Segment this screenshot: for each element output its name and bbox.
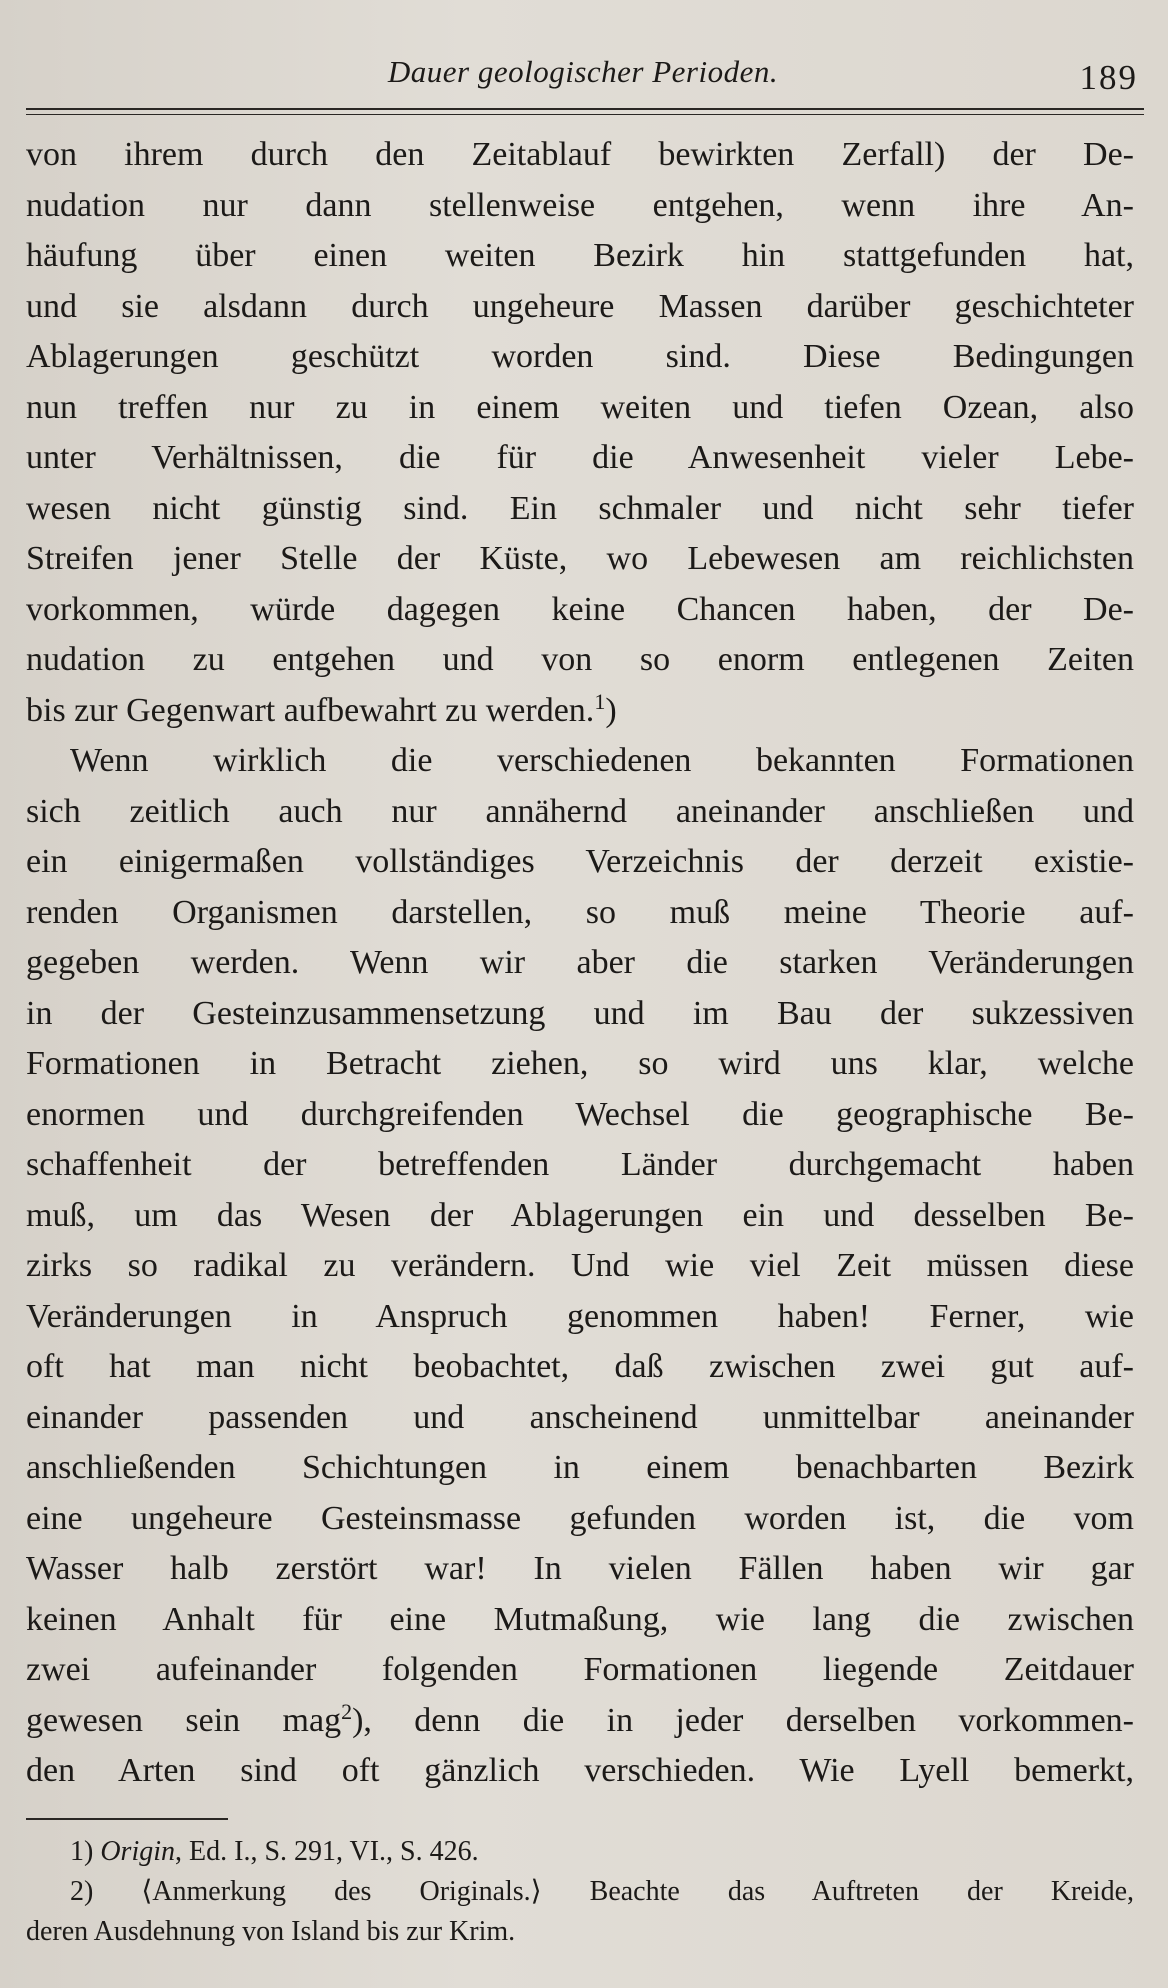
body-text (26, 130, 1134, 1797)
text-line (26, 686, 1134, 737)
text-line: vorkommen, würde dagegen keine Chancen haben, der De- (26, 590, 1134, 628)
footnote-ref: 1 (594, 688, 606, 714)
text-line: von ihrem durch den Zeitablauf bewirkten Zerfall) der De- (26, 136, 1134, 173)
text-fragment: gewesen sein mag (26, 1701, 342, 1739)
text-line: wesen nicht günstig sind. Ein schmaler und nicht sehr tiefer (26, 489, 1134, 527)
footnote-marker: 2) (70, 1876, 94, 1907)
text-line: nudation nur dann stellenweise entgehen, wenn ihre An- (26, 186, 1134, 224)
text-line: nudation zu entgehen und von so enorm entlegenen Zeiten (26, 641, 1134, 678)
page-header (26, 50, 1140, 100)
footnote-2 (26, 1872, 1134, 1912)
text-line: in der Gesteinzusammensetzung und im Bau der sukzessiven (26, 994, 1134, 1032)
text-line: zwei aufeinander folgenden Formationen liegende Zeitdauer (26, 1651, 1134, 1688)
text-line: muß, um das Wesen der Ablagerungen ein und desselben Be- (26, 1196, 1134, 1234)
footnote-text: ⟨Anmerkung des Originals.⟩ Beachte das Auftreten der Kreide, (141, 1876, 1134, 1907)
footnote-rule (26, 1818, 228, 1820)
text-line: eine ungeheure Gesteinsmasse gefunden worden ist, die vom (26, 1499, 1134, 1537)
footnote-2-continued: deren Ausdehnung von Island bis zur Krim. (26, 1916, 516, 1947)
footnote-title: Origin (100, 1836, 176, 1867)
running-title: Dauer geologischer Perioden. (387, 54, 779, 89)
text-fragment: ) (605, 691, 617, 729)
footnote-marker: 1) (70, 1836, 94, 1867)
text-line: Wenn wirklich die verschiedenen bekannten Formationen (70, 742, 1134, 779)
footnotes (26, 1832, 1134, 1952)
text-line: Wasser halb zerstört war! In vielen Fällen haben wir gar (26, 1550, 1134, 1587)
text-line: und sie alsdann durch ungeheure Massen darüber geschichteter (26, 287, 1134, 325)
footnote-text: , Ed. I., S. 291, VI., S. 426. (175, 1836, 479, 1867)
text-line (26, 1696, 1134, 1747)
text-line: schaffenheit der betreffenden Länder durchgemacht haben (26, 1146, 1134, 1183)
text-line: Veränderungen in Anspruch genommen haben! Ferner, wie (26, 1297, 1134, 1335)
text-line: ein einigermaßen vollständiges Verzeichnis der derzeit existie- (26, 843, 1134, 880)
footnote-ref: 2 (341, 1698, 353, 1724)
text-line: nun treffen nur zu in einem weiten und tiefen Ozean, also (26, 388, 1134, 426)
header-rule (26, 108, 1144, 115)
page-number: 189 (1079, 58, 1138, 97)
text-line: oft hat man nicht beobachtet, daß zwischen zwei gut auf- (26, 1348, 1134, 1385)
text-line: häufung über einen weiten Bezirk hin stattgefunden hat, (26, 237, 1134, 274)
text-line: den Arten sind oft gänzlich verschieden. Wie Lyell bemerkt, (26, 1752, 1134, 1789)
footnote-1 (26, 1832, 1134, 1872)
text-line: zirks so radikal zu verändern. Und wie viel Zeit müssen diese (26, 1247, 1134, 1284)
text-line: Streifen jener Stelle der Küste, wo Lebewesen am reichlichsten (26, 540, 1134, 577)
text-fragment: ), denn die in jeder derselben vorkommen- (352, 1701, 1134, 1739)
text-line: gegeben werden. Wenn wir aber die starken Veränderungen (26, 944, 1134, 981)
text-line: anschließenden Schichtungen in einem benachbarten Bezirk (26, 1449, 1134, 1486)
text-line: Formationen in Betracht ziehen, so wird uns klar, welche (26, 1045, 1134, 1082)
text-line: enormen und durchgreifenden Wechsel die geographische Be- (26, 1095, 1134, 1133)
text-line: einander passenden und anscheinend unmittelbar aneinander (26, 1398, 1134, 1436)
text-line: renden Organismen darstellen, so muß meine Theorie auf- (26, 893, 1134, 931)
text-fragment: bis zur Gegenwart aufbewahrt zu werden. (26, 691, 595, 729)
text-line: Ablagerungen geschützt worden sind. Diese Bedingungen (26, 338, 1134, 375)
text-line: keinen Anhalt für eine Mutmaßung, wie lang die zwischen (26, 1600, 1134, 1638)
text-line: unter Verhältnissen, die für die Anwesenheit vieler Lebe- (26, 439, 1134, 476)
text-line: sich zeitlich auch nur annähernd aneinander anschließen und (26, 792, 1134, 830)
